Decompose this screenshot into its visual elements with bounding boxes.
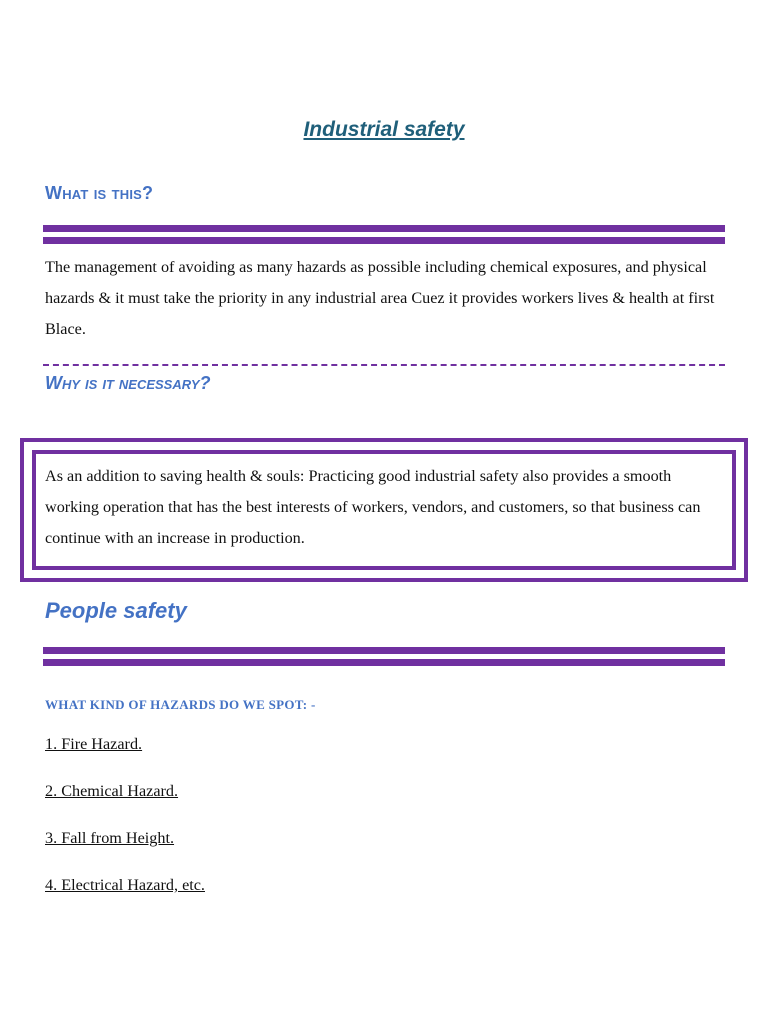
paragraph-what: The management of avoiding as many hazards as possible including chemical exposures, and physical hazards & it must take the priority in any industrial area Cuez it provides workers lives & health at first Blace. <box>45 258 715 338</box>
paragraph-why: As an addition to saving health & souls: Practicing good industrial safety also provides a smooth working operation that has the best interests of workers, vendors, and customers, so that business can continue with an increase in production. <box>45 467 701 547</box>
boxed-paragraph-inner-frame <box>32 450 736 570</box>
list-item: 2. Chemical Hazard. <box>45 782 179 800</box>
hazards-subheading: WHAT KIND OF HAZARDS DO WE SPOT: - <box>45 697 316 712</box>
section-heading-why: Why is it necessary? <box>45 373 211 393</box>
list-item: 1. Fire Hazard. <box>45 735 143 753</box>
section-heading-people-safety: People safety <box>45 598 187 623</box>
section-heading-what: What is this? <box>45 183 154 203</box>
list-item: 3. Fall from Height. <box>45 829 175 847</box>
boxed-paragraph-frame <box>20 438 748 582</box>
double-divider <box>43 225 725 244</box>
list-item: 4. Electrical Hazard, etc. <box>45 876 205 894</box>
double-divider <box>43 647 725 666</box>
dashed-divider <box>43 364 725 366</box>
hazard-list <box>45 731 205 919</box>
document-title: Industrial safety <box>303 118 465 141</box>
